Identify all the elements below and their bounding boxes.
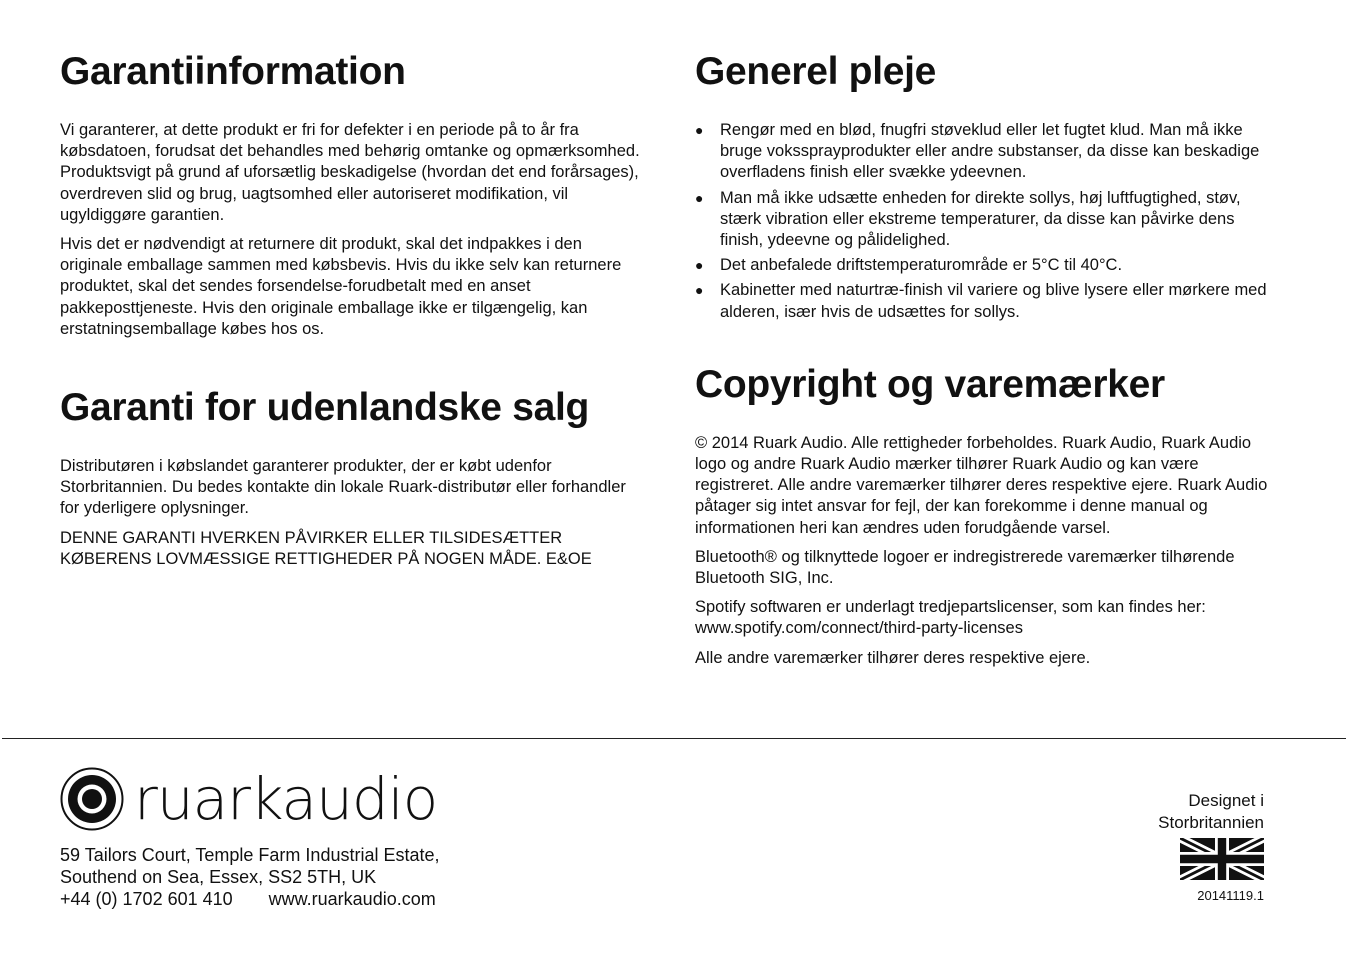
designed-in bbox=[1158, 790, 1264, 834]
bullet-icon: ● bbox=[695, 189, 704, 206]
warranty-paragraph-2: Hvis det er nødvendigt at returnere dit produkt, skal det indpakkes i den originale emballage sammen med købsbevis. Hvis du ikke selv kan returnere produktet, skal det sendes forsendelse-forudbetalt med en anset pakkeposttjeneste. Hvis den originale emballage ikke er tilgængelig, kan erstatningsemballage købes hos os. bbox=[60, 235, 622, 338]
bullet-icon: ● bbox=[695, 122, 704, 138]
website-link[interactable]: www.ruarkaudio.com bbox=[268, 889, 436, 909]
bullet-icon: ● bbox=[695, 282, 704, 299]
document-version: 20141119.1 bbox=[1197, 888, 1264, 903]
company-address bbox=[60, 844, 440, 910]
union-jack-icon bbox=[1180, 838, 1264, 880]
copyright-paragraph-2: Bluetooth® og tilknyttede logoer er indregistrerede varemærker tilhørende Bluetooth SIG, Inc. bbox=[695, 547, 1235, 588]
left-column bbox=[60, 48, 640, 578]
address-line-2: Southend on Sea, Essex, SS2 5TH, UK bbox=[60, 867, 377, 887]
ruark-logo-icon bbox=[60, 767, 124, 831]
right-column bbox=[695, 48, 1275, 677]
overseas-paragraph-2: DENNE GARANTI HVERKEN PÅVIRKER ELLER TILSIDESÆTTER KØBERENS LOVMÆSSIGE RETTIGHEDER PÅ NOGEN MÅDE. E&OE bbox=[60, 528, 592, 568]
phone-number: +44 (0) 1702 601 410 bbox=[60, 889, 233, 909]
copyright-paragraph-3: Spotify softwaren er underlagt tredjepartslicenser, som kan findes her: www.spotify.com/connect/third-party-licenses bbox=[695, 598, 1206, 638]
copyright-heading: Copyright og varemærker bbox=[695, 362, 1165, 406]
contact-row bbox=[60, 888, 440, 910]
care-heading: Generel pleje bbox=[695, 50, 937, 93]
care-list bbox=[695, 120, 1275, 323]
care-list-item: ● Kabinetter med naturtræ-finish vil variere og blive lysere eller mørkere med alderen, især hvis de udsættes for sollys. bbox=[695, 281, 1267, 321]
footer-divider bbox=[2, 738, 1346, 739]
logo-wordmark: ruarkaudio bbox=[134, 765, 438, 833]
overseas-heading: Garanti for udenlandske salg bbox=[60, 386, 590, 430]
address-line-1: 59 Tailors Court, Temple Farm Industrial Estate, bbox=[60, 845, 440, 865]
copyright-paragraph-4: Alle andre varemærker tilhører deres respektive ejere. bbox=[695, 648, 1091, 667]
warranty-paragraph-1: Vi garanterer, at dette produkt er fri for defekter i en periode på to år fra købsdatoen, forudsat det behandles med behørig omtanke og opmærksomhed. Produktsvigt på grund af uforsætlig beskadigelse (hvordan det end forårsages), overdreven slid og brug, uagtsomhed eller autoriseret modifikation, vil ugyldiggøre garantien. bbox=[60, 121, 640, 224]
designed-line-1: Designet i bbox=[1188, 791, 1264, 810]
copyright-paragraph-1: © 2014 Ruark Audio. Alle rettigheder forbeholdes. Ruark Audio, Ruark Audio logo og andre Ruark Audio mærker tilhører Ruark Audio og kan være registreret. Alle andre varemærker tilhører deres respektive ejere. Ruark Audio påtager sig intet ansvar for fejl, der kan forekomme i denne manual og informationen heri kan ændres uden forudgående varsel. bbox=[695, 433, 1268, 537]
care-list-item: ● Rengør med en blød, fnugfri støveklud eller let fugtet klud. Man må ikke bruge vokssprayprodukter eller andre substanser, da disse kan beskadige overfladens finish eller svække ydeevnen. bbox=[695, 121, 1260, 182]
bullet-icon: ● bbox=[695, 257, 704, 274]
care-list-item: ● Man må ikke udsætte enheden for direkte sollys, høj luftfugtighed, støv, stærk vibration eller ekstreme temperaturer, da disse kan påvirke dens finish, ydeevne og pålidelighed. bbox=[695, 188, 1241, 250]
designed-line-2: Storbritannien bbox=[1158, 813, 1264, 832]
warranty-heading: Garantiinformation bbox=[60, 50, 406, 93]
overseas-paragraph-1: Distributøren i købslandet garanterer produkter, der er købt udenfor Storbritannien. Du bedes kontakte din lokale Ruark-distributør eller forhandler for yderligere oplysninger. bbox=[60, 457, 626, 518]
ruark-logo bbox=[60, 766, 437, 832]
care-list-item: ● Det anbefalede driftstemperaturområde er 5°C til 40°C. bbox=[695, 255, 1275, 276]
